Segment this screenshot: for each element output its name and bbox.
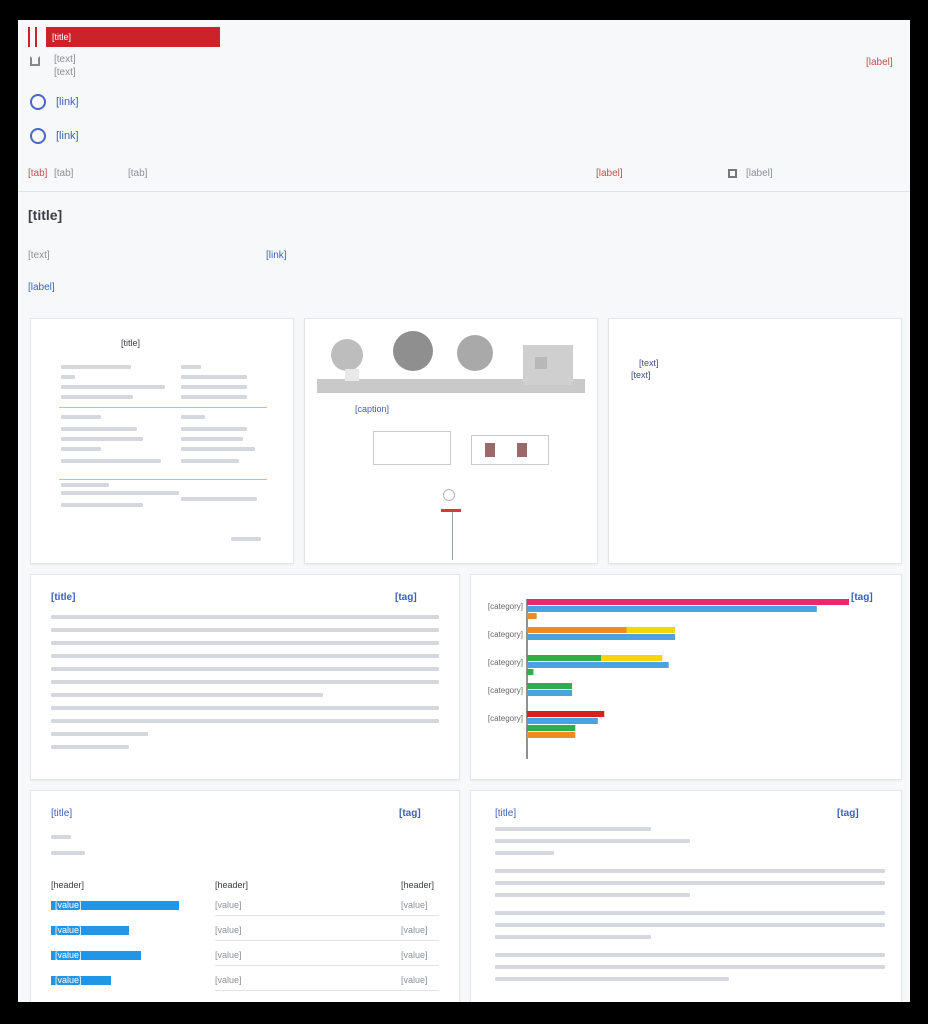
category-label: [category] [487,686,523,695]
category-label: [category] [487,658,523,667]
bar [527,690,572,696]
bar [627,627,675,633]
table-row[interactable] [31,920,459,945]
bar [527,725,575,731]
bar [527,634,675,640]
table-cell-name: [value] [55,925,82,935]
bar [527,662,669,668]
page-subtitle: [text] [28,250,50,261]
category-label: [category] [487,602,523,611]
text-line [495,893,690,897]
settings-icon [728,169,737,178]
table-cell-value: [value] [401,950,428,960]
text-line [51,693,323,697]
table-panel [30,790,460,1002]
row-divider [215,915,439,916]
header-banner[interactable]: [title] [46,27,220,47]
text-line [51,680,439,684]
header-link-2[interactable]: [link] [56,130,79,142]
text-line [51,719,439,723]
bar [527,732,575,738]
row-divider [215,965,439,966]
table-row[interactable] [31,895,459,920]
document-title: [title] [121,338,141,348]
text-line [495,869,885,873]
bar-chart [471,575,901,779]
table-body [31,895,459,1002]
toolbar-right-a[interactable]: [label] [596,168,623,179]
page-title: [title] [28,207,63,223]
category-label: [category] [487,714,523,723]
screenshot-frame [18,20,910,1002]
globe-icon [30,94,46,110]
table-cell-mid: [value] [215,950,242,960]
info-panel [470,790,902,1002]
table-cell-name: [value] [55,900,82,910]
text-card-line-2: [text] [631,370,651,380]
category-label: [category] [487,630,523,639]
text-line [495,911,885,915]
text-line [51,745,129,749]
bar [527,718,598,724]
table-cell-mid: [value] [215,925,242,935]
table-row[interactable] [31,945,459,970]
header-link-1[interactable]: [link] [56,96,79,108]
text-line [495,965,885,969]
tab-c[interactable]: [tab] [128,168,148,179]
bar [601,655,662,661]
diagram-left [373,431,451,465]
document-card[interactable] [30,318,294,564]
chart-panel-badge[interactable]: [tag] [851,592,873,603]
text-card-line-1: [text] [639,358,659,368]
info-panel-body [495,827,885,1002]
table-header-2: [header] [215,880,249,890]
text-line [51,628,439,632]
header-line-main: [text] [54,54,76,65]
text-card[interactable] [608,318,902,564]
bar [527,669,533,675]
home-icon [30,56,40,66]
table-panel-title: [title] [51,808,73,819]
landscape-illustration [305,319,597,399]
text-line [495,935,651,939]
text-panel-badge[interactable]: [tag] [395,592,417,603]
text-line [51,654,439,658]
table-panel-badge[interactable]: [tag] [399,808,421,819]
text-line [51,667,439,671]
bar [527,606,817,612]
bar [527,655,601,661]
text-line [51,615,439,619]
text-panel-title: [title] [51,592,76,603]
pin-marker [443,489,455,501]
image-caption: [caption] [355,404,390,414]
tab-a[interactable]: [tab] [28,168,48,179]
page-subtitle-link[interactable]: [link] [266,250,287,261]
row-divider [215,990,439,991]
tab-b[interactable]: [tab] [54,168,74,179]
text-line [495,923,885,927]
header-red-mark [28,27,37,47]
chart-panel [470,574,902,780]
bar [527,599,849,605]
table-cell-value: [value] [401,925,428,935]
info-panel-title: [title] [495,808,517,819]
info-panel-badge[interactable]: [tag] [837,808,859,819]
table-cell-name: [value] [55,950,82,960]
text-panel [30,574,460,780]
bar [527,627,627,633]
table-cell-mid: [value] [215,975,242,985]
bar [527,613,537,619]
text-line [495,881,885,885]
globe-icon [30,128,46,144]
table-row[interactable] [31,970,459,995]
table-cell-value: [value] [401,900,428,910]
text-line [495,953,885,957]
table-cell-name: [value] [55,975,82,985]
text-line [51,706,439,710]
toolbar-right-b[interactable]: [label] [746,168,773,179]
image-card[interactable] [304,318,598,564]
table-cell-mid: [value] [215,900,242,910]
text-line [495,827,651,831]
text-line [495,977,729,981]
table-header-3: [header] [401,880,435,890]
row-divider [215,940,439,941]
text-line [51,732,148,736]
page-meta[interactable]: [label] [28,282,55,293]
text-line [51,641,439,645]
table-cell-value: [value] [401,975,428,985]
text-panel-body [51,615,439,765]
toolbar-divider [18,191,910,192]
bar [527,711,604,717]
header-line-sub: [text] [54,67,76,78]
table-header-1: [header] [51,880,85,890]
bar [527,683,572,689]
header-right-label[interactable]: [label] [866,57,893,68]
text-line [495,851,554,855]
diagram-right [471,435,549,465]
text-line [495,839,690,843]
